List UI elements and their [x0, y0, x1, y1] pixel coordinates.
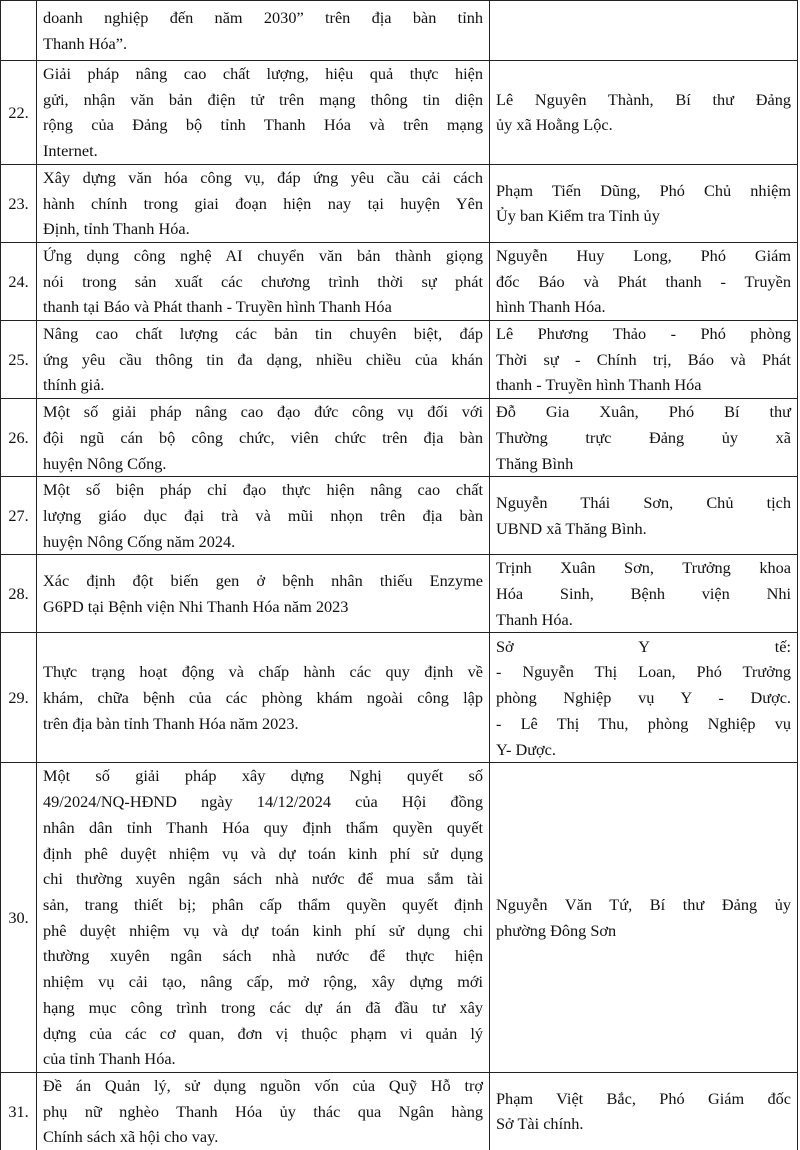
topic-title-line: rộng của Đảng bộ tỉnh Thanh Hóa và trên mạng	[43, 115, 483, 135]
author-line: phường Đông Sơn	[496, 920, 617, 940]
topic-title-line: ứng yêu cầu thông tin đa dạng, nhiều chiều của khán	[43, 349, 483, 369]
topic-title-cell	[37, 1, 490, 61]
topic-title-line: Thực trạng hoạt động và chấp hành các quy định về	[43, 662, 483, 682]
topic-title-cell	[37, 321, 490, 399]
topic-title-line: Ứng dụng công nghệ AI chuyển văn bản thành giọng	[43, 245, 483, 265]
author-line: Thăng Bình	[496, 453, 574, 473]
topic-title-line: phê duyệt nhiệm vụ và dự toán kinh phí sử dụng chi	[43, 920, 483, 940]
author-line: Sở Tài chính.	[496, 1114, 584, 1134]
author-line: Lê Nguyên Thành, Bí thư Đảng	[496, 89, 791, 109]
author-line: Đỗ Gia Xuân, Phó Bí thư	[496, 402, 791, 422]
topic-title-line: định phê duyệt nhiệm vụ và dự toán kinh phí sử dụng	[43, 843, 483, 863]
topic-title-line: 49/2024/NQ-HĐND ngày 14/12/2024 của Hội đồng	[43, 792, 483, 812]
author-line: Thanh Hóa.	[496, 609, 573, 629]
table-row	[1, 242, 798, 320]
table-row	[1, 399, 798, 477]
topic-title-cell	[37, 633, 490, 763]
topic-title-line: Chính sách xã hội cho vay.	[43, 1127, 219, 1147]
table-row	[1, 633, 798, 763]
author-line: Thời sự - Chính trị, Báo và Phát	[496, 349, 791, 369]
table-row	[1, 164, 798, 242]
row-number: 30.	[1, 763, 37, 1072]
table-row	[1, 61, 798, 165]
author-line: đốc Báo và Phát thanh - Truyền	[496, 271, 791, 291]
author-line: - Lê Thị Thu, phòng Nghiệp vụ	[496, 713, 791, 733]
author-line: hình Thanh Hóa.	[496, 297, 606, 317]
row-number: 31.	[1, 1072, 37, 1150]
topic-title-line: Giải pháp nâng cao chất lượng, hiệu quả thực hiện	[43, 64, 483, 83]
topic-title-line: Định, tỉnh Thanh Hóa.	[43, 219, 190, 239]
author-line: Hóa Sinh, Bệnh viện Nhi	[496, 584, 791, 604]
author-cell	[490, 61, 798, 165]
topic-title-line: Một số biện pháp chỉ đạo thực hiện nâng cao chất	[43, 480, 483, 500]
topic-title-line: huyện Nông Cống.	[43, 453, 167, 473]
topic-title-line: Đề án Quản lý, sử dụng nguồn vốn của Quỹ Hỗ trợ	[43, 1075, 483, 1095]
row-number: 23.	[1, 164, 37, 242]
author-cell	[490, 1, 798, 61]
topic-title-line: nói trong sản xuất các chương trình thời sự phát	[43, 271, 483, 291]
topic-title-cell	[37, 477, 490, 555]
author-line: Trịnh Xuân Sơn, Trưởng khoa	[496, 558, 791, 578]
topic-title-cell	[37, 61, 490, 165]
row-number	[1, 1, 37, 61]
row-number: 26.	[1, 399, 37, 477]
author-cell	[490, 763, 798, 1072]
topic-title-line: khám, chữa bệnh của các phòng khám ngoài công lập	[43, 688, 483, 708]
topic-title-line: chi thường xuyên ngân sách nhà nước để mua sắm tài	[43, 869, 483, 889]
topic-title-cell	[37, 242, 490, 320]
row-number: 29.	[1, 633, 37, 763]
topic-title-line: trên địa bàn tỉnh Thanh Hóa năm 2023.	[43, 713, 299, 733]
topic-title-line: Một số giải pháp xây dựng Nghị quyết số	[43, 766, 483, 786]
topic-title-line: Thanh Hóa”.	[43, 33, 128, 53]
topic-title-line: hạng mục công trình trong các dự án đã đầu tư xây	[43, 997, 483, 1017]
topic-title-line: đội ngũ cán bộ công chức, viên chức trên địa bàn	[43, 427, 483, 447]
topic-title-line: huyện Nông Cống năm 2024.	[43, 531, 236, 551]
topic-title-line: thanh tại Báo và Phát thanh - Truyền hình Thanh Hóa	[43, 297, 392, 317]
author-line: Thường trực Đảng ủy xã	[496, 427, 791, 447]
topic-title-line: nhân dân tỉnh Thanh Hóa quy định thẩm quyền quyết	[43, 817, 483, 837]
topic-title-cell	[37, 1072, 490, 1150]
author-cell	[490, 399, 798, 477]
table-row	[1, 555, 798, 633]
topic-title-line: dựng của các cơ quan, đơn vị thuộc phạm vi quản lý	[43, 1023, 483, 1043]
topic-title-line: thường xuyên ngân sách nhà nước để thực hiện	[43, 946, 483, 966]
author-line: Nguyễn Văn Tứ, Bí thư Đảng ủy	[496, 894, 791, 914]
author-line: Phạm Việt Bắc, Phó Giám đốc	[496, 1088, 791, 1108]
topic-title-cell	[37, 763, 490, 1072]
author-line: thanh - Truyền hình Thanh Hóa	[496, 375, 702, 395]
table-body	[1, 1, 798, 1150]
topic-title-line: hành chính trong giai đoạn hiện nay tại huyện Yên	[43, 193, 483, 213]
row-number: 22.	[1, 61, 37, 165]
author-line: Lê Phương Thảo - Phó phòng	[496, 324, 791, 344]
author-line: UBND xã Thăng Bình.	[496, 518, 647, 538]
table-row	[1, 1, 798, 61]
table-row	[1, 477, 798, 555]
topic-title-line: Xác định đột biến gen ở bệnh nhân thiếu Enzyme	[43, 571, 483, 591]
table-row	[1, 763, 798, 1072]
author-line: - Nguyễn Thị Loan, Phó Trưởng	[496, 662, 791, 682]
topic-title-line: phụ nữ nghèo Thanh Hóa ủy thác qua Ngân hàng	[43, 1101, 483, 1121]
topic-title-cell	[37, 399, 490, 477]
topic-title-cell	[37, 164, 490, 242]
table-row	[1, 1072, 798, 1150]
topic-title-line: lượng giáo dục đại trà và mũi nhọn trên địa bàn	[43, 505, 483, 525]
author-line: Nguyễn Huy Long, Phó Giám	[496, 245, 791, 265]
topic-title-line: doanh nghiệp đến năm 2030” trên địa bàn tỉnh	[43, 7, 483, 27]
topic-title-line: gửi, nhận văn bản điện tử trên mạng thông tin diện	[43, 89, 483, 109]
row-number: 25.	[1, 321, 37, 399]
author-line: Nguyễn Thái Sơn, Chủ tịch	[496, 493, 791, 513]
topic-title-line: thính giả.	[43, 375, 105, 395]
topic-title-line: Nâng cao chất lượng các bản tin chuyên biệt, đáp	[43, 324, 483, 344]
topic-title-line: Internet.	[43, 141, 98, 161]
author-line: Phạm Tiến Dũng, Phó Chủ nhiệm	[496, 180, 791, 200]
row-number: 24.	[1, 242, 37, 320]
author-cell	[490, 477, 798, 555]
author-line: Y- Dược.	[496, 739, 556, 759]
topic-title-line: sản, trang thiết bị; phân cấp thẩm quyền quyết định	[43, 894, 483, 914]
topic-title-line: G6PD tại Bệnh viện Nhi Thanh Hóa năm 2023	[43, 596, 349, 616]
author-cell	[490, 242, 798, 320]
author-line: ủy xã Hoằng Lộc.	[496, 115, 613, 135]
author-line: Ủy ban Kiểm tra Tỉnh ủy	[496, 206, 660, 226]
author-cell	[490, 164, 798, 242]
table-row	[1, 321, 798, 399]
row-number: 27.	[1, 477, 37, 555]
topic-title-line: của tỉnh Thanh Hóa.	[43, 1049, 176, 1069]
topic-title-cell	[37, 555, 490, 633]
author-line: phòng Nghiệp vụ Y - Dược.	[496, 688, 791, 708]
row-number: 28.	[1, 555, 37, 633]
author-cell	[490, 321, 798, 399]
topic-title-line: Một số giải pháp nâng cao đạo đức công vụ đối với	[43, 402, 483, 422]
author-cell	[490, 633, 798, 763]
author-cell	[490, 1072, 798, 1150]
author-line: Sở Y tế:	[496, 636, 791, 656]
topic-title-line: nhiệm vụ cải tạo, nâng cấp, mở rộng, xây dựng mới	[43, 972, 483, 992]
author-cell	[490, 555, 798, 633]
topic-title-line: Xây dựng văn hóa công vụ, đáp ứng yêu cầu cải cách	[43, 167, 483, 187]
